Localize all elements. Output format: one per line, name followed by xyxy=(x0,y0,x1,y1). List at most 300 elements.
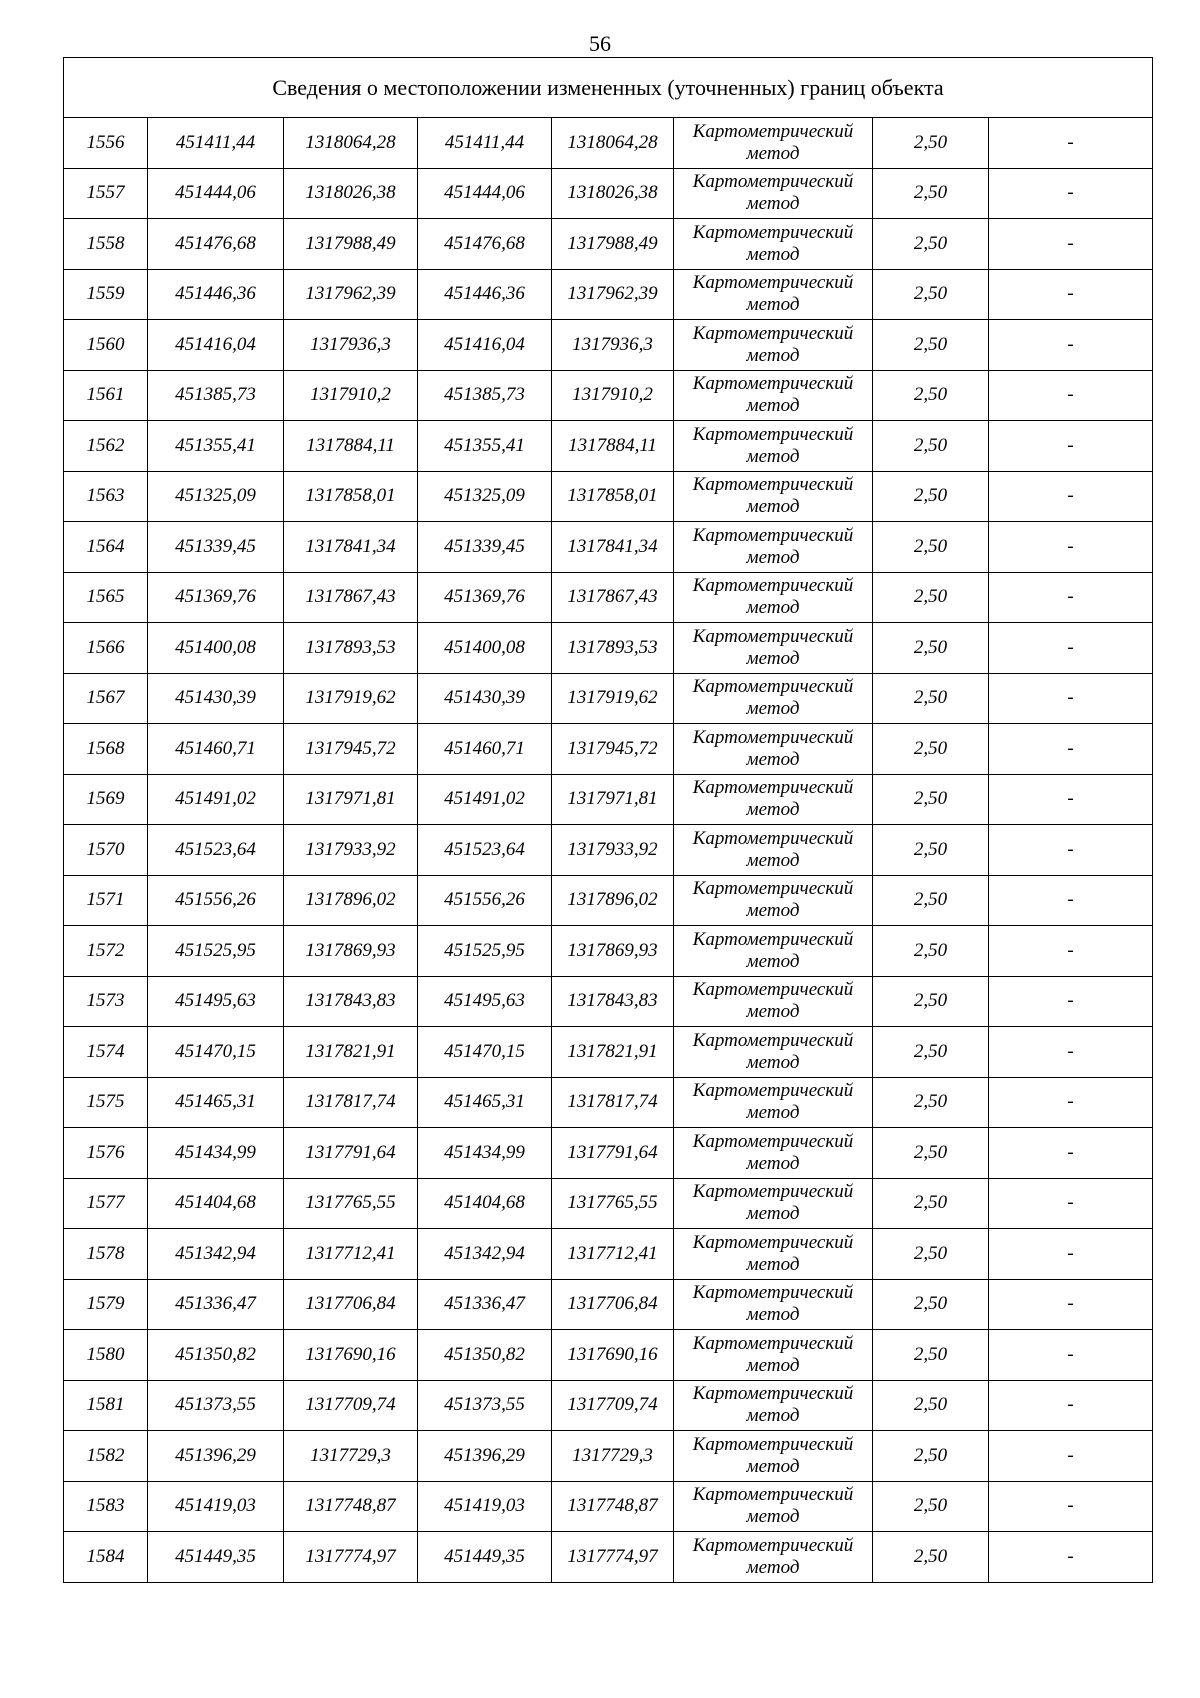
precision-cell: 2,50 xyxy=(873,623,989,674)
point-number-cell: 1583 xyxy=(64,1481,148,1532)
description-cell: - xyxy=(989,724,1153,775)
method-line-1: Картометрический xyxy=(692,1534,854,1556)
x-new-cell: 451465,31 xyxy=(418,1077,552,1128)
x-new-cell: 451369,76 xyxy=(418,572,552,623)
method-line-2: метод xyxy=(746,1304,800,1326)
method-line-2: метод xyxy=(746,597,800,619)
x-new-cell: 451491,02 xyxy=(418,774,552,825)
method-line-1: Картометрический xyxy=(692,827,854,849)
precision-cell: 2,50 xyxy=(873,118,989,169)
precision-cell: 2,50 xyxy=(873,774,989,825)
method-cell xyxy=(674,1178,873,1229)
x-new-cell: 451460,71 xyxy=(418,724,552,775)
x-new-cell: 451385,73 xyxy=(418,370,552,421)
x-old-cell: 451369,76 xyxy=(148,572,284,623)
table-title-row xyxy=(64,58,1153,118)
method-line-1: Картометрический xyxy=(692,171,854,193)
method-cell xyxy=(674,825,873,876)
table-row xyxy=(64,1481,1153,1532)
method-line-1: Картометрический xyxy=(692,1332,854,1354)
method-line-2: метод xyxy=(746,1102,800,1124)
point-number-cell: 1584 xyxy=(64,1532,148,1583)
page-number: 56 xyxy=(589,31,611,56)
method-line-1: Картометрический xyxy=(692,1029,854,1051)
x-new-cell: 451404,68 xyxy=(418,1178,552,1229)
method-cell xyxy=(674,774,873,825)
y-old-cell: 1318064,28 xyxy=(284,118,418,169)
method-line-2: метод xyxy=(746,1405,800,1427)
method-line-2: метод xyxy=(746,647,800,669)
method-cell xyxy=(674,724,873,775)
point-number-cell: 1569 xyxy=(64,774,148,825)
y-old-cell: 1317988,49 xyxy=(284,219,418,270)
method-line-2: метод xyxy=(746,344,800,366)
description-cell: - xyxy=(989,623,1153,674)
y-new-cell: 1317729,3 xyxy=(552,1431,674,1482)
x-old-cell: 451495,63 xyxy=(148,976,284,1027)
point-number-cell: 1561 xyxy=(64,370,148,421)
y-new-cell: 1317843,83 xyxy=(552,976,674,1027)
description-cell: - xyxy=(989,370,1153,421)
point-number-cell: 1567 xyxy=(64,673,148,724)
method-cell xyxy=(674,1431,873,1482)
description-cell: - xyxy=(989,1027,1153,1078)
method-cell xyxy=(674,1229,873,1280)
point-number-cell: 1560 xyxy=(64,320,148,371)
y-old-cell: 1317774,97 xyxy=(284,1532,418,1583)
x-new-cell: 451325,09 xyxy=(418,471,552,522)
description-cell: - xyxy=(989,168,1153,219)
y-new-cell: 1317869,93 xyxy=(552,926,674,977)
x-new-cell: 451416,04 xyxy=(418,320,552,371)
y-new-cell: 1317841,34 xyxy=(552,522,674,573)
x-new-cell: 451449,35 xyxy=(418,1532,552,1583)
y-new-cell: 1317791,64 xyxy=(552,1128,674,1179)
description-cell: - xyxy=(989,1330,1153,1381)
method-line-1: Картометрический xyxy=(692,1080,854,1102)
method-cell xyxy=(674,623,873,674)
y-new-cell: 1317709,74 xyxy=(552,1380,674,1431)
method-cell xyxy=(674,875,873,926)
method-cell xyxy=(674,219,873,270)
table-row xyxy=(64,1431,1153,1482)
precision-cell: 2,50 xyxy=(873,572,989,623)
table-row xyxy=(64,623,1153,674)
x-new-cell: 451350,82 xyxy=(418,1330,552,1381)
description-cell: - xyxy=(989,926,1153,977)
precision-cell: 2,50 xyxy=(873,219,989,270)
y-new-cell: 1317706,84 xyxy=(552,1279,674,1330)
y-old-cell: 1317933,92 xyxy=(284,825,418,876)
table-row xyxy=(64,724,1153,775)
y-new-cell: 1317867,43 xyxy=(552,572,674,623)
point-number-cell: 1573 xyxy=(64,976,148,1027)
method-cell xyxy=(674,1279,873,1330)
y-old-cell: 1317971,81 xyxy=(284,774,418,825)
method-line-1: Картометрический xyxy=(692,373,854,395)
method-line-2: метод xyxy=(746,1152,800,1174)
y-old-cell: 1317884,11 xyxy=(284,421,418,472)
y-new-cell: 1317919,62 xyxy=(552,673,674,724)
precision-cell: 2,50 xyxy=(873,926,989,977)
y-old-cell: 1317843,83 xyxy=(284,976,418,1027)
y-new-cell: 1317817,74 xyxy=(552,1077,674,1128)
method-line-2: метод xyxy=(746,243,800,265)
y-new-cell: 1317765,55 xyxy=(552,1178,674,1229)
method-line-2: метод xyxy=(746,748,800,770)
method-line-2: метод xyxy=(746,1001,800,1023)
x-old-cell: 451460,71 xyxy=(148,724,284,775)
table-row xyxy=(64,1229,1153,1280)
x-old-cell: 451400,08 xyxy=(148,623,284,674)
method-line-2: метод xyxy=(746,445,800,467)
y-old-cell: 1317867,43 xyxy=(284,572,418,623)
description-cell: - xyxy=(989,572,1153,623)
table-row xyxy=(64,168,1153,219)
x-old-cell: 451491,02 xyxy=(148,774,284,825)
point-number-cell: 1559 xyxy=(64,269,148,320)
description-cell: - xyxy=(989,825,1153,876)
table-row xyxy=(64,572,1153,623)
precision-cell: 2,50 xyxy=(873,1279,989,1330)
description-cell: - xyxy=(989,1128,1153,1179)
method-line-1: Картометрический xyxy=(692,1130,854,1152)
method-line-1: Картометрический xyxy=(692,272,854,294)
precision-cell: 2,50 xyxy=(873,1532,989,1583)
table-row xyxy=(64,1279,1153,1330)
x-new-cell: 451336,47 xyxy=(418,1279,552,1330)
point-number-cell: 1556 xyxy=(64,118,148,169)
description-cell: - xyxy=(989,875,1153,926)
method-line-1: Картометрический xyxy=(692,726,854,748)
method-line-2: метод xyxy=(746,900,800,922)
precision-cell: 2,50 xyxy=(873,522,989,573)
description-cell: - xyxy=(989,1481,1153,1532)
method-line-2: метод xyxy=(746,142,800,164)
table-title: Сведения о местоположении измененных (уточненных) границ объекта xyxy=(64,58,1153,118)
y-new-cell: 1317884,11 xyxy=(552,421,674,472)
y-old-cell: 1317962,39 xyxy=(284,269,418,320)
y-old-cell: 1317893,53 xyxy=(284,623,418,674)
description-cell: - xyxy=(989,1380,1153,1431)
method-line-1: Картометрический xyxy=(692,221,854,243)
point-number-cell: 1582 xyxy=(64,1431,148,1482)
x-old-cell: 451476,68 xyxy=(148,219,284,270)
point-number-cell: 1565 xyxy=(64,572,148,623)
method-line-2: метод xyxy=(746,294,800,316)
precision-cell: 2,50 xyxy=(873,976,989,1027)
method-cell xyxy=(674,1380,873,1431)
precision-cell: 2,50 xyxy=(873,1229,989,1280)
precision-cell: 2,50 xyxy=(873,1380,989,1431)
method-line-1: Картометрический xyxy=(692,524,854,546)
table-row xyxy=(64,774,1153,825)
method-line-1: Картометрический xyxy=(692,120,854,142)
precision-cell: 2,50 xyxy=(873,825,989,876)
description-cell: - xyxy=(989,774,1153,825)
point-number-cell: 1558 xyxy=(64,219,148,270)
method-cell xyxy=(674,320,873,371)
method-line-2: метод xyxy=(746,849,800,871)
y-new-cell: 1317936,3 xyxy=(552,320,674,371)
precision-cell: 2,50 xyxy=(873,1481,989,1532)
point-number-cell: 1578 xyxy=(64,1229,148,1280)
x-old-cell: 451430,39 xyxy=(148,673,284,724)
x-old-cell: 451465,31 xyxy=(148,1077,284,1128)
method-line-1: Картометрический xyxy=(692,575,854,597)
x-old-cell: 451419,03 xyxy=(148,1481,284,1532)
precision-cell: 2,50 xyxy=(873,724,989,775)
y-new-cell: 1318064,28 xyxy=(552,118,674,169)
y-old-cell: 1317919,62 xyxy=(284,673,418,724)
method-line-1: Картометрический xyxy=(692,423,854,445)
x-new-cell: 451430,39 xyxy=(418,673,552,724)
precision-cell: 2,50 xyxy=(873,1027,989,1078)
x-new-cell: 451355,41 xyxy=(418,421,552,472)
point-number-cell: 1572 xyxy=(64,926,148,977)
precision-cell: 2,50 xyxy=(873,370,989,421)
method-line-2: метод xyxy=(746,546,800,568)
point-number-cell: 1562 xyxy=(64,421,148,472)
table-row xyxy=(64,926,1153,977)
precision-cell: 2,50 xyxy=(873,421,989,472)
method-cell xyxy=(674,522,873,573)
x-old-cell: 451339,45 xyxy=(148,522,284,573)
table-row xyxy=(64,673,1153,724)
precision-cell: 2,50 xyxy=(873,1431,989,1482)
method-line-2: метод xyxy=(746,1051,800,1073)
x-old-cell: 451525,95 xyxy=(148,926,284,977)
method-line-1: Картометрический xyxy=(692,625,854,647)
point-number-cell: 1563 xyxy=(64,471,148,522)
description-cell: - xyxy=(989,1077,1153,1128)
method-cell xyxy=(674,976,873,1027)
y-new-cell: 1317962,39 xyxy=(552,269,674,320)
table-row xyxy=(64,1380,1153,1431)
x-new-cell: 451470,15 xyxy=(418,1027,552,1078)
x-old-cell: 451434,99 xyxy=(148,1128,284,1179)
table-row xyxy=(64,370,1153,421)
method-cell xyxy=(674,572,873,623)
coordinates-table xyxy=(63,57,1153,1583)
x-new-cell: 451444,06 xyxy=(418,168,552,219)
y-new-cell: 1317945,72 xyxy=(552,724,674,775)
x-old-cell: 451342,94 xyxy=(148,1229,284,1280)
method-cell xyxy=(674,673,873,724)
x-old-cell: 451355,41 xyxy=(148,421,284,472)
method-line-2: метод xyxy=(746,950,800,972)
y-old-cell: 1317712,41 xyxy=(284,1229,418,1280)
method-line-1: Картометрический xyxy=(692,878,854,900)
y-old-cell: 1317841,34 xyxy=(284,522,418,573)
point-number-cell: 1571 xyxy=(64,875,148,926)
description-cell: - xyxy=(989,269,1153,320)
description-cell: - xyxy=(989,421,1153,472)
method-line-1: Картометрический xyxy=(692,1484,854,1506)
y-new-cell: 1317858,01 xyxy=(552,471,674,522)
x-new-cell: 451411,44 xyxy=(418,118,552,169)
point-number-cell: 1579 xyxy=(64,1279,148,1330)
method-line-1: Картометрический xyxy=(692,474,854,496)
table-row xyxy=(64,1027,1153,1078)
x-old-cell: 451325,09 xyxy=(148,471,284,522)
x-old-cell: 451556,26 xyxy=(148,875,284,926)
y-old-cell: 1317709,74 xyxy=(284,1380,418,1431)
y-new-cell: 1317748,87 xyxy=(552,1481,674,1532)
method-line-2: метод xyxy=(746,193,800,215)
method-cell xyxy=(674,421,873,472)
x-old-cell: 451446,36 xyxy=(148,269,284,320)
method-line-2: метод xyxy=(746,496,800,518)
x-new-cell: 451339,45 xyxy=(418,522,552,573)
y-old-cell: 1317748,87 xyxy=(284,1481,418,1532)
description-cell: - xyxy=(989,1431,1153,1482)
y-old-cell: 1317869,93 xyxy=(284,926,418,977)
method-cell xyxy=(674,269,873,320)
y-old-cell: 1317817,74 xyxy=(284,1077,418,1128)
description-cell: - xyxy=(989,976,1153,1027)
point-number-cell: 1570 xyxy=(64,825,148,876)
y-old-cell: 1318026,38 xyxy=(284,168,418,219)
point-number-cell: 1576 xyxy=(64,1128,148,1179)
method-cell xyxy=(674,926,873,977)
method-cell xyxy=(674,1077,873,1128)
method-line-1: Картометрический xyxy=(692,1231,854,1253)
y-old-cell: 1317765,55 xyxy=(284,1178,418,1229)
description-cell: - xyxy=(989,1532,1153,1583)
point-number-cell: 1577 xyxy=(64,1178,148,1229)
description-cell: - xyxy=(989,1178,1153,1229)
precision-cell: 2,50 xyxy=(873,320,989,371)
precision-cell: 2,50 xyxy=(873,471,989,522)
description-cell: - xyxy=(989,1279,1153,1330)
y-new-cell: 1317910,2 xyxy=(552,370,674,421)
x-new-cell: 451476,68 xyxy=(418,219,552,270)
y-old-cell: 1317936,3 xyxy=(284,320,418,371)
precision-cell: 2,50 xyxy=(873,1178,989,1229)
y-new-cell: 1317774,97 xyxy=(552,1532,674,1583)
table-row xyxy=(64,269,1153,320)
y-new-cell: 1317971,81 xyxy=(552,774,674,825)
table-row xyxy=(64,118,1153,169)
x-new-cell: 451434,99 xyxy=(418,1128,552,1179)
method-cell xyxy=(674,118,873,169)
precision-cell: 2,50 xyxy=(873,269,989,320)
method-line-1: Картометрический xyxy=(692,979,854,1001)
method-line-2: метод xyxy=(746,1203,800,1225)
precision-cell: 2,50 xyxy=(873,673,989,724)
precision-cell: 2,50 xyxy=(873,1077,989,1128)
y-new-cell: 1317893,53 xyxy=(552,623,674,674)
x-old-cell: 451523,64 xyxy=(148,825,284,876)
x-new-cell: 451419,03 xyxy=(418,1481,552,1532)
method-cell xyxy=(674,168,873,219)
y-new-cell: 1317896,02 xyxy=(552,875,674,926)
method-line-1: Картометрический xyxy=(692,928,854,950)
table-row xyxy=(64,976,1153,1027)
method-line-1: Картометрический xyxy=(692,322,854,344)
point-number-cell: 1564 xyxy=(64,522,148,573)
x-old-cell: 451373,55 xyxy=(148,1380,284,1431)
y-old-cell: 1317729,3 xyxy=(284,1431,418,1482)
method-line-2: метод xyxy=(746,1253,800,1275)
x-old-cell: 451350,82 xyxy=(148,1330,284,1381)
method-cell xyxy=(674,1330,873,1381)
x-new-cell: 451342,94 xyxy=(418,1229,552,1280)
method-cell xyxy=(674,1481,873,1532)
precision-cell: 2,50 xyxy=(873,168,989,219)
y-old-cell: 1317690,16 xyxy=(284,1330,418,1381)
y-old-cell: 1317791,64 xyxy=(284,1128,418,1179)
x-old-cell: 451449,35 xyxy=(148,1532,284,1583)
method-line-2: метод xyxy=(746,799,800,821)
method-line-2: метод xyxy=(746,395,800,417)
table-row xyxy=(64,875,1153,926)
description-cell: - xyxy=(989,471,1153,522)
table-row xyxy=(64,1128,1153,1179)
description-cell: - xyxy=(989,118,1153,169)
table-row xyxy=(64,1330,1153,1381)
description-cell: - xyxy=(989,219,1153,270)
method-cell xyxy=(674,1532,873,1583)
point-number-cell: 1581 xyxy=(64,1380,148,1431)
x-new-cell: 451525,95 xyxy=(418,926,552,977)
method-line-2: метод xyxy=(746,698,800,720)
table-row xyxy=(64,522,1153,573)
table-row xyxy=(64,1077,1153,1128)
y-new-cell: 1317821,91 xyxy=(552,1027,674,1078)
y-old-cell: 1317821,91 xyxy=(284,1027,418,1078)
table-row xyxy=(64,471,1153,522)
x-old-cell: 451336,47 xyxy=(148,1279,284,1330)
method-line-2: метод xyxy=(746,1556,800,1578)
method-line-1: Картометрический xyxy=(692,1433,854,1455)
x-new-cell: 451400,08 xyxy=(418,623,552,674)
y-old-cell: 1317706,84 xyxy=(284,1279,418,1330)
table-row xyxy=(64,825,1153,876)
x-old-cell: 451404,68 xyxy=(148,1178,284,1229)
table-row xyxy=(64,1532,1153,1583)
y-new-cell: 1317712,41 xyxy=(552,1229,674,1280)
y-new-cell: 1317690,16 xyxy=(552,1330,674,1381)
point-number-cell: 1557 xyxy=(64,168,148,219)
y-new-cell: 1317988,49 xyxy=(552,219,674,270)
precision-cell: 2,50 xyxy=(873,1128,989,1179)
y-old-cell: 1317896,02 xyxy=(284,875,418,926)
x-new-cell: 451396,29 xyxy=(418,1431,552,1482)
point-number-cell: 1574 xyxy=(64,1027,148,1078)
x-new-cell: 451495,63 xyxy=(418,976,552,1027)
description-cell: - xyxy=(989,320,1153,371)
x-old-cell: 451385,73 xyxy=(148,370,284,421)
point-number-cell: 1575 xyxy=(64,1077,148,1128)
method-cell xyxy=(674,1128,873,1179)
description-cell: - xyxy=(989,673,1153,724)
point-number-cell: 1566 xyxy=(64,623,148,674)
x-old-cell: 451416,04 xyxy=(148,320,284,371)
x-new-cell: 451523,64 xyxy=(418,825,552,876)
point-number-cell: 1568 xyxy=(64,724,148,775)
x-new-cell: 451446,36 xyxy=(418,269,552,320)
table-row xyxy=(64,219,1153,270)
method-line-2: метод xyxy=(746,1354,800,1376)
x-old-cell: 451411,44 xyxy=(148,118,284,169)
point-number-cell: 1580 xyxy=(64,1330,148,1381)
method-line-2: метод xyxy=(746,1506,800,1528)
method-line-1: Картометрический xyxy=(692,1181,854,1203)
method-line-1: Картометрический xyxy=(692,1383,854,1405)
y-new-cell: 1317933,92 xyxy=(552,825,674,876)
